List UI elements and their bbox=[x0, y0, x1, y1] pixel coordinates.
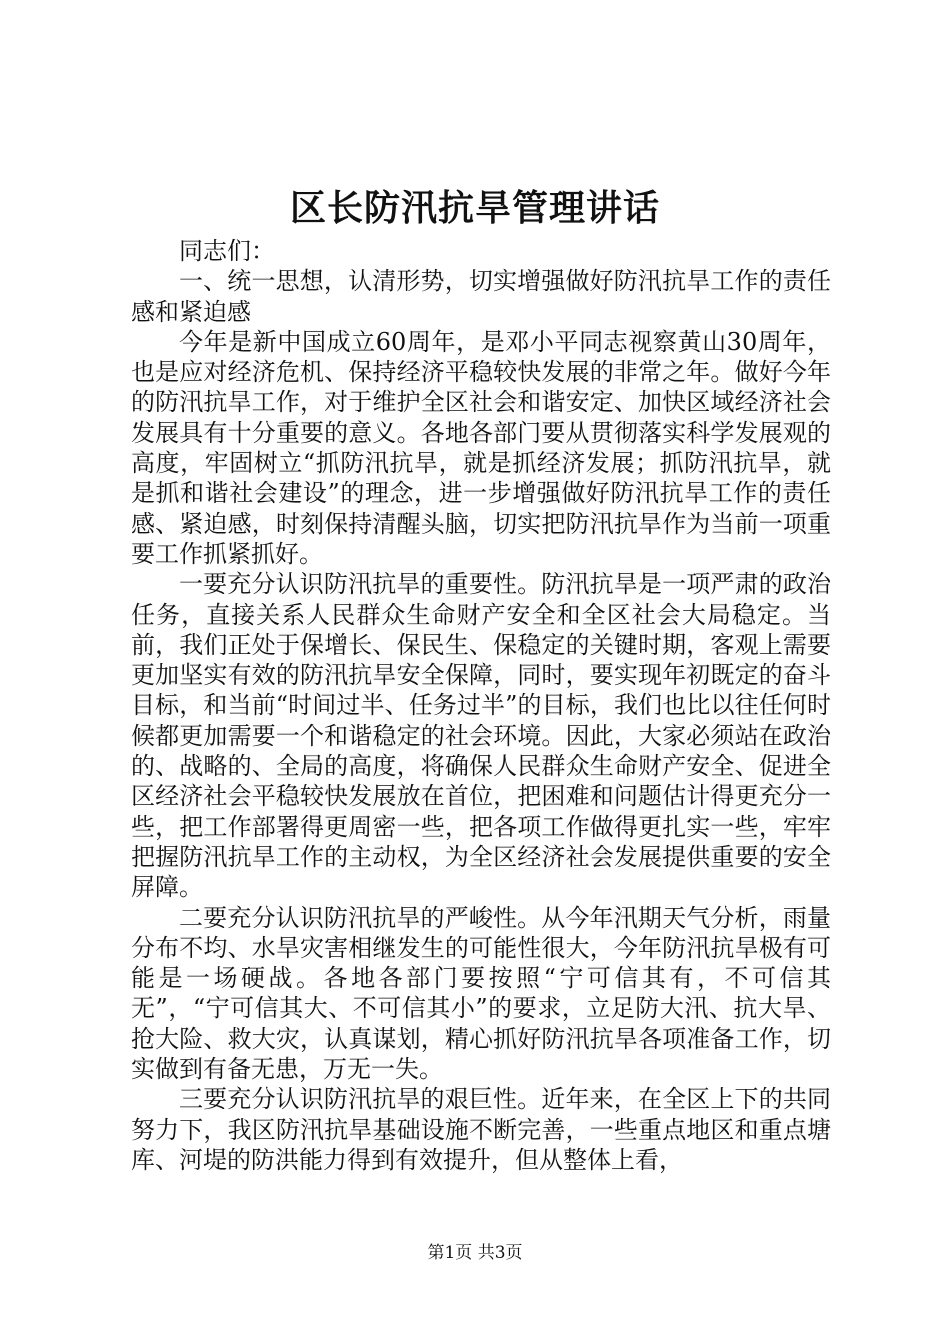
document-title: 区长防汛抗旱管理讲话 bbox=[289, 187, 660, 229]
body-paragraph: 今年是新中国成立60周年，是邓小平同志视察黄山30周年，也是应对经济危机、保持经济平稳较快发展的非常之年。做好今年的防汛抗旱工作，对于维护全区社会和谐安定、加快区域经济社会发展具有十分重要的意义。各地各部门要从贯彻落实科学发展观的高度，牢固树立“抓防汛抗旱，就是抓经济发展；抓防汛抗旱，就是抓和谐社会建设”的理念，进一步增强做好防汛抗旱工作的责任感、紧迫感，时刻保持清醒头脑，切实把防汛抗旱作为当前一项重要工作抓紧抓好。 bbox=[131, 327, 831, 568]
section-heading: 一、统一思想，认清形势，切实增强做好防汛抗旱工作的责任感和紧迫感 bbox=[131, 267, 831, 326]
salutation: 同志们： bbox=[179, 237, 275, 265]
body-paragraph: 二要充分认识防汛抗旱的严峻性。从今年汛期天气分析，雨量分布不均、水旱灾害相继发生的可能性很大，今年防汛抗旱极有可能是一场硬战。各地各部门要按照“宁可信其有，不可信其无”，“宁可信其大、不可信其小”的要求，立足防大汛、抗大旱、抢大险、救大灾，认真谋划，精心抓好防汛抗旱各项准备工作，切实做到有备无患，万无一失。 bbox=[131, 903, 831, 1084]
body-paragraph: 三要充分认识防汛抗旱的艰巨性。近年来，在全区上下的共同努力下，我区防汛抗旱基础设施不断完善，一些重点地区和重点塘库、河堤的防洪能力得到有效提升，但从整体上看， bbox=[131, 1085, 831, 1174]
body-paragraph: 一要充分认识防汛抗旱的重要性。防汛抗旱是一项严肃的政治任务，直接关系人民群众生命财产安全和全区社会大局稳定。当前，我们正处于保增长、保民生、保稳定的关键时期，客观上需要更加坚实有效的防汛抗旱安全保障，同时，要实现年初既定的奋斗目标，和当前“时间过半、任务过半”的目标，我们也比以往任何时候都更加需要一个和谐稳定的社会环境。因此，大家必须站在政治的、战略的、全局的高度，将确保人民群众生命财产安全、促进全区经济社会平稳较快发展放在首位，把困难和问题估计得更充分一些，把工作部署得更周密一些，把各项工作做得更扎实一些，牢牢把握防汛抗旱工作的主动权，为全区经济社会发展提供重要的安全屏障。 bbox=[131, 570, 831, 902]
page-footer: 第1页 共3页 bbox=[427, 1243, 523, 1263]
document-body bbox=[131, 236, 831, 1175]
